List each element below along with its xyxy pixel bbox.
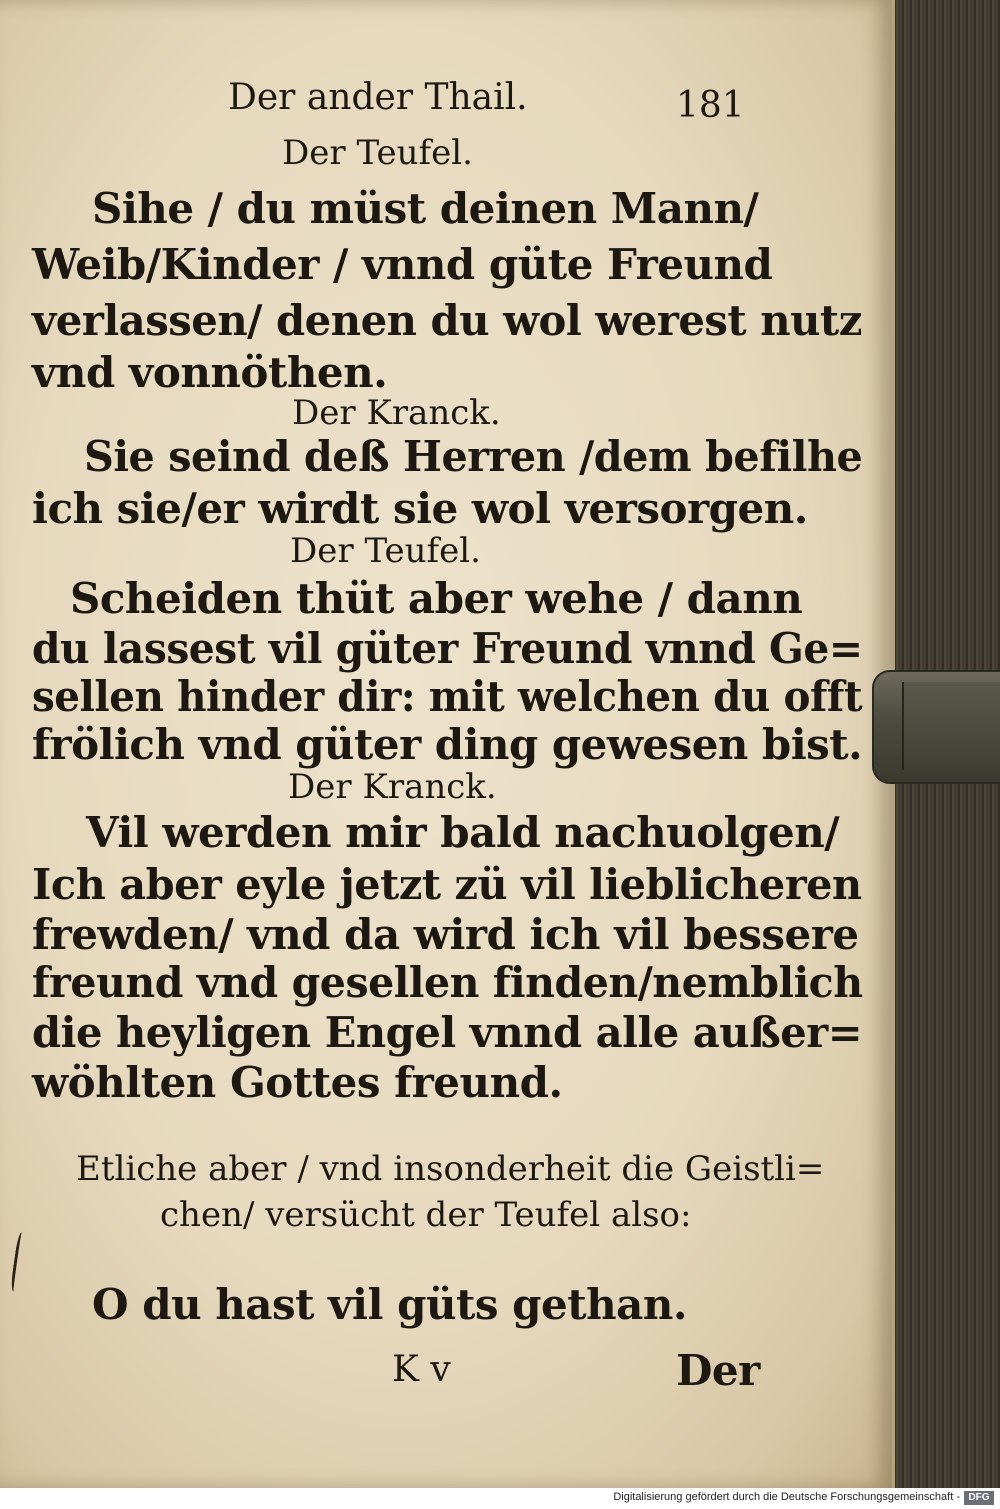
- text-line: Scheiden thüt aber wehe / dann: [70, 574, 803, 623]
- text-line: Weib/Kinder / vnnd güte Freund: [32, 240, 773, 289]
- text-line: Sihe / du müst deinen Mann/: [92, 184, 759, 233]
- speaker-heading: Der Kranck.: [288, 767, 497, 807]
- catchword: Der: [676, 1346, 760, 1395]
- text-line: Etliche aber / vnd insonderheit die Geistli=: [76, 1149, 825, 1189]
- speaker-heading: Der Teufel.: [290, 531, 481, 571]
- signature-mark: K v: [392, 1349, 451, 1390]
- text-line: vnd vonnöthen.: [32, 348, 388, 397]
- text-line: wöhlten Gottes freund.: [32, 1058, 563, 1107]
- text-line: frewden/ vnd da wird ich vil bessere: [32, 910, 859, 959]
- text-line: die heyligen Engel vnnd alle außer=: [32, 1008, 863, 1057]
- text-line: verlassen/ denen du wol werest nutz: [32, 296, 862, 345]
- text-line: O du hast vil güts gethan.: [92, 1280, 688, 1329]
- text-line: Vil werden mir bald nachuolgen/: [86, 808, 840, 857]
- text-line: Ich aber eyle jetzt zü vil lieblicheren: [32, 860, 862, 909]
- text-line: du lassest vil güter Freund vnnd Ge=: [32, 624, 863, 673]
- speaker-heading: Der Teufel.: [282, 133, 473, 173]
- dfg-logo: DFG: [964, 1491, 994, 1505]
- speaker-heading: Der Kranck.: [292, 393, 501, 433]
- text-line: freund vnd gesellen finden/nemblich: [32, 958, 863, 1007]
- book-clasp: [872, 670, 1000, 784]
- digitization-credit: Digitalisierung gefördert durch die Deutsche Forschungsgemeinschaft -: [613, 1491, 960, 1503]
- page-number: 181: [676, 85, 745, 126]
- footer-bar: [0, 1488, 1000, 1509]
- running-head: Der ander Thail.: [228, 77, 528, 118]
- text-line: Sie seind deß Herren /dem befilhe: [84, 432, 863, 481]
- text-line: chen/ versücht der Teufel also:: [160, 1195, 692, 1235]
- text-line: frölich vnd güter ding gewesen bist.: [32, 720, 863, 769]
- text-line: sellen hinder dir: mit welchen du offt: [32, 672, 863, 721]
- margin-pen-mark: [10, 1232, 27, 1293]
- text-line: ich sie/er wirdt sie wol versorgen.: [32, 484, 808, 533]
